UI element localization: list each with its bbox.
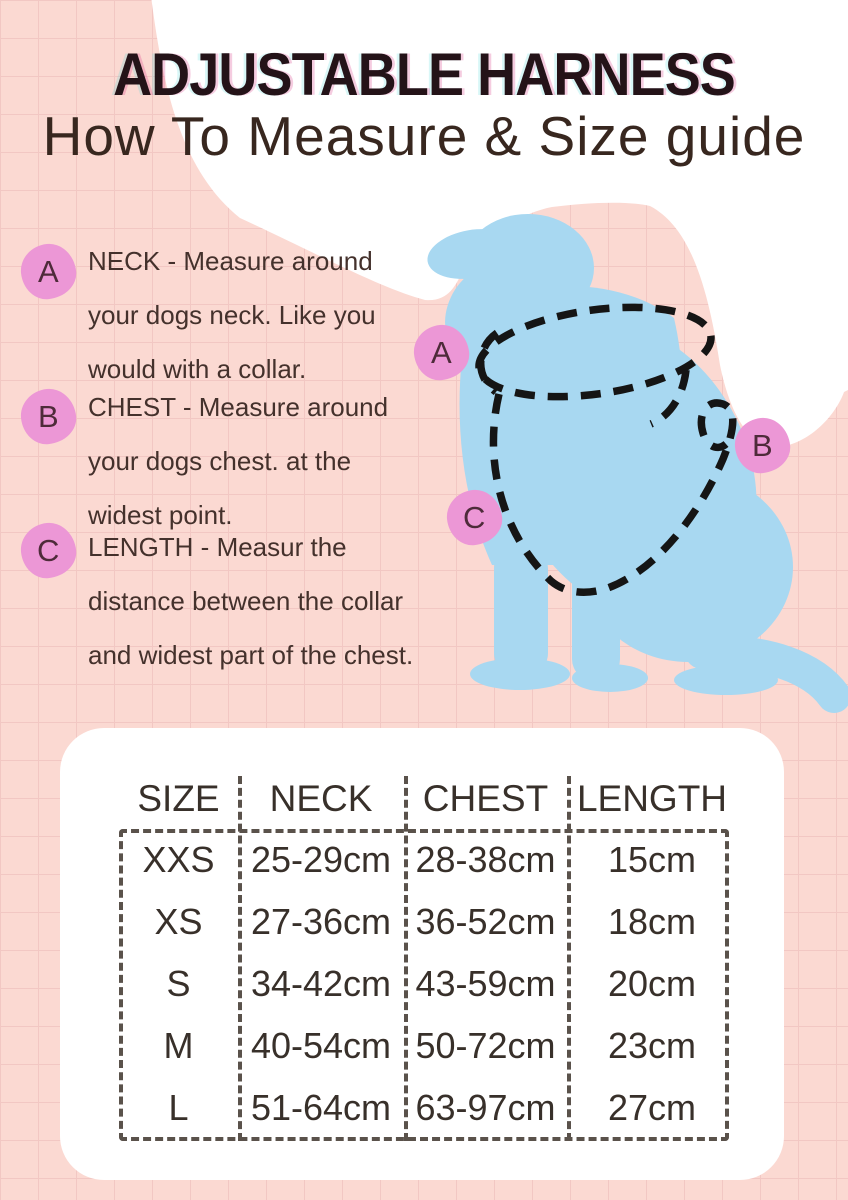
diagram-marker-a-letter: A	[431, 334, 452, 370]
cell-chest-l: 63-97cm	[415, 1087, 556, 1128]
column-header-chest: CHEST	[422, 777, 549, 819]
column-header-neck: NECK	[269, 777, 373, 819]
cell-neck-s: 34-42cm	[250, 963, 392, 1004]
cell-neck-l: 51-64cm	[250, 1087, 392, 1128]
cell-length-m: 23cm	[607, 1025, 697, 1066]
cell-length-s: 20cm	[607, 963, 697, 1004]
size-table-card	[60, 728, 784, 1180]
cell-size-xxs: XXS	[142, 839, 215, 880]
instruction-line: and widest part of the chest.	[88, 640, 414, 670]
cell-size-xs: XS	[154, 901, 203, 942]
cell-length-xxs: 15cm	[607, 839, 697, 880]
column-header-size: SIZE	[137, 777, 220, 819]
diagram-marker-b-letter: B	[752, 427, 773, 463]
instruction-line: NECK - Measure around	[88, 246, 373, 276]
cell-neck-xxs: 25-29cm	[250, 839, 392, 880]
instruction-badge-a-letter: A	[38, 253, 59, 289]
instruction-line: would with a collar.	[88, 354, 307, 384]
cell-size-s: S	[166, 963, 191, 1004]
instruction-line: your dogs chest. at the	[88, 446, 352, 476]
cell-chest-xxs: 28-38cm	[415, 839, 556, 880]
cell-length-l: 27cm	[607, 1087, 697, 1128]
cell-chest-s: 43-59cm	[415, 963, 556, 1004]
instruction-badge-c-letter: C	[37, 532, 60, 568]
cell-neck-xs: 27-36cm	[250, 901, 392, 942]
instruction-chest	[88, 380, 458, 542]
instruction-line: CHEST - Measure around	[88, 392, 389, 422]
instruction-badge-b-letter: B	[38, 398, 59, 434]
instruction-neck	[88, 234, 458, 396]
diagram-marker-c-letter: C	[463, 499, 486, 535]
cell-size-l: L	[168, 1087, 189, 1128]
instruction-line: LENGTH - Measur the	[88, 532, 347, 562]
cell-chest-xs: 36-52cm	[415, 901, 556, 942]
page-title: ADJUSTABLE HARNESS	[113, 41, 735, 108]
column-header-length: LENGTH	[576, 777, 728, 819]
instruction-line: your dogs neck. Like you	[88, 300, 376, 330]
instruction-length	[88, 520, 458, 682]
instruction-line: widest point.	[88, 500, 233, 530]
cell-neck-m: 40-54cm	[250, 1025, 392, 1066]
cell-length-xs: 18cm	[607, 901, 697, 942]
page-subtitle: How To Measure & Size guide	[42, 105, 806, 167]
instruction-line: distance between the collar	[88, 586, 404, 616]
cell-size-m: M	[163, 1025, 194, 1066]
size-table	[119, 768, 737, 1139]
cell-chest-m: 50-72cm	[415, 1025, 556, 1066]
